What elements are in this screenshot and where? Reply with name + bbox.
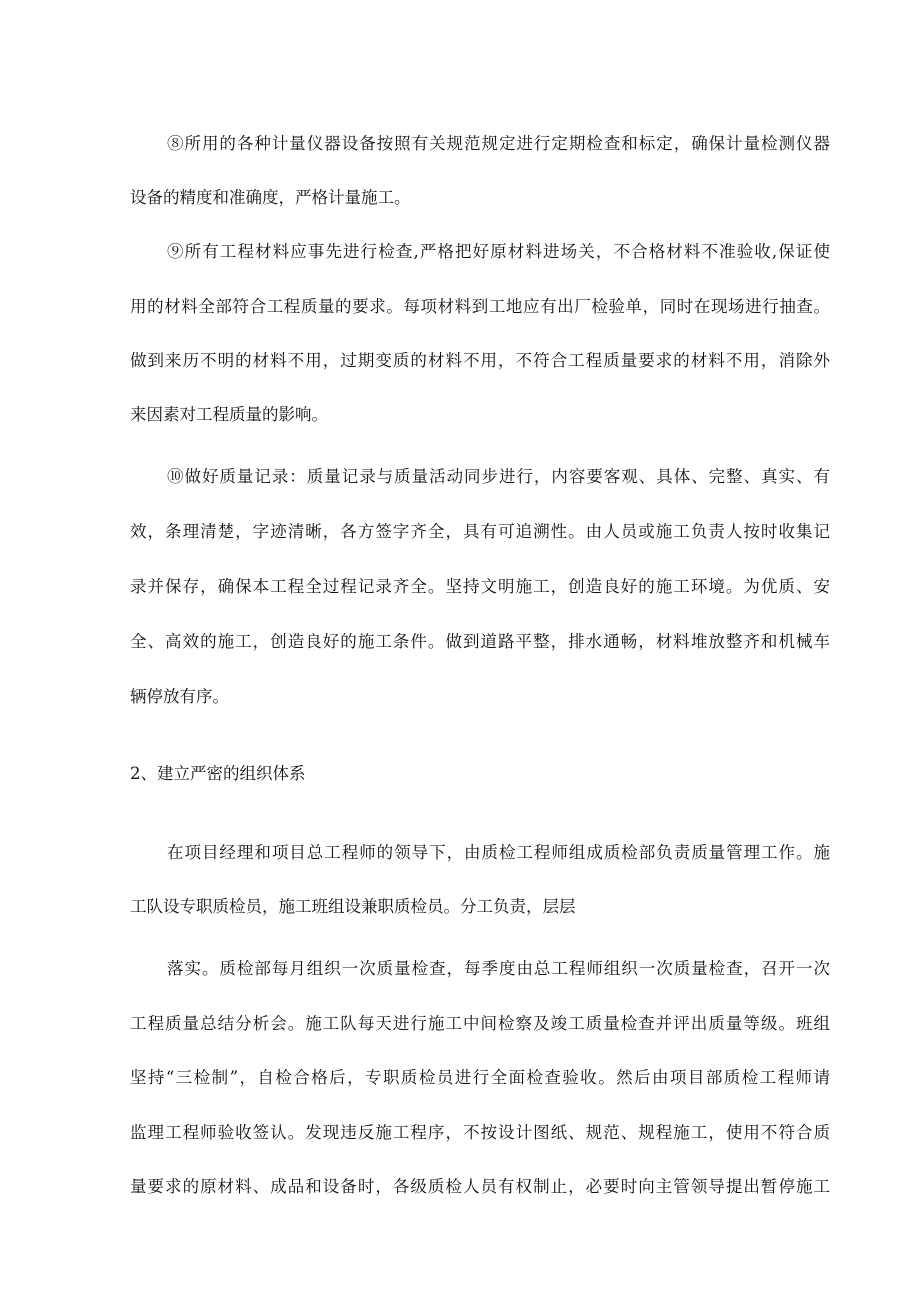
- continuation-paragraph-line-1: 落实。质检部每月组织一次质量检查，每季度由总工程师组织一次质量检查，召开一次: [167, 959, 830, 978]
- continuation-paragraph-line-5: 量要求的原材料、成品和设备时，各级质检人员有权制止，必要时向主管领导提出暂停施工: [130, 1177, 830, 1196]
- paragraph-8-line-1: ⑧所用的各种计量仪器设备按照有关规范规定进行定期检查和标定，确保计量检测仪器: [167, 134, 830, 153]
- organization-paragraph-line-1: 在项目经理和项目总工程师的领导下，由质检工程师组成质检部负责质量管理工作。施: [167, 843, 830, 862]
- continuation-paragraph-line-4: 监理工程师验收签认。发现违反施工程序，不按设计图纸、规范、规程施工，使用不符合质: [130, 1123, 830, 1142]
- organization-paragraph-line-2: 工队设专职质检员，施工班组设兼职质检员。分工负责，层层: [130, 897, 576, 916]
- paragraph-10-line-5: 辆停放有序。: [130, 687, 229, 706]
- paragraph-9-line-2: 用的材料全部符合工程质量的要求。每项材料到工地应有出厂检验单，同时在现场进行抽查。: [130, 297, 830, 316]
- paragraph-10-line-4: 全、高效的施工，创造良好的施工条件。做到道路平整，排水通畅，材料堆放整齐和机械车: [130, 632, 830, 651]
- continuation-paragraph-line-3: 坚持“三检制”，自检合格后，专职质检员进行全面检查验收。然后由项目部质检工程师请: [130, 1068, 830, 1087]
- paragraph-9-line-4: 来因素对工程质量的影响。: [130, 405, 328, 424]
- section-heading: 2、建立严密的组织体系: [130, 764, 306, 783]
- paragraph-10-line-1: ⑩做好质量记录：质量记录与质量活动同步进行，内容要客观、具体、完整、真实、有: [167, 467, 830, 486]
- paragraph-10-line-2: 效，条理清楚，字迹清晰，各方签字齐全，具有可追溯性。由人员或施工负责人按时收集记: [130, 522, 830, 541]
- paragraph-9-line-1: ⑨所有工程材料应事先进行检查,严格把好原材料进场关，不合格材料不准验收,保证使: [167, 242, 830, 261]
- paragraph-8-line-2: 设备的精度和准确度，严格计量施工。: [130, 188, 411, 207]
- paragraph-9-line-3: 做到来历不明的材料不用，过期变质的材料不用，不符合工程质量要求的材料不用，消除外: [130, 351, 830, 370]
- continuation-paragraph-line-2: 工程质量总结分析会。施工队每天进行施工中间检察及竣工质量检查并评出质量等级。班组: [130, 1014, 830, 1033]
- paragraph-10-line-3: 录并保存，确保本工程全过程记录齐全。坚持文明施工，创造良好的施工环境。为优质、安: [130, 577, 830, 596]
